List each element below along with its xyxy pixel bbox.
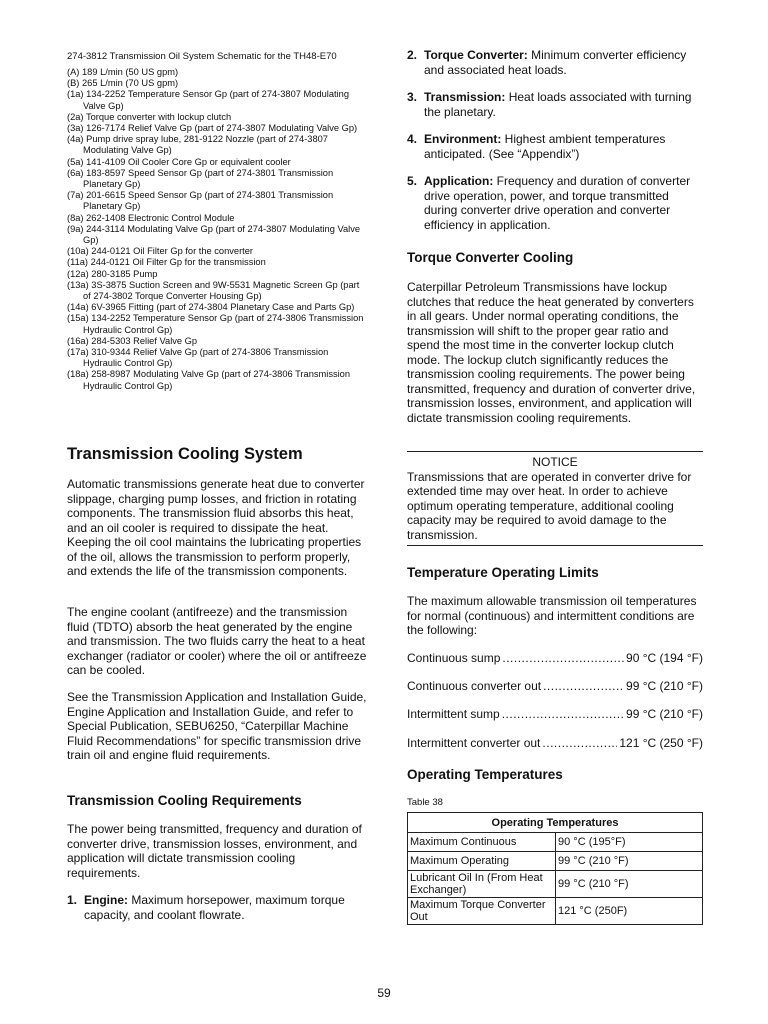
converter-cooling-title: Torque Converter Cooling — [407, 250, 574, 265]
notice-title: NOTICE — [532, 455, 578, 469]
requirement-item — [407, 132, 703, 161]
requirement-number: 1. — [67, 893, 78, 907]
operating-temperatures-table — [407, 812, 703, 925]
requirement-text: Frequency and duration of converter drive operation, power, and torque transmitted during converter drive operation and converter efficiency in application. — [424, 174, 691, 232]
requirement-number: 4. — [407, 132, 418, 146]
limit-row — [407, 679, 703, 694]
requirement-term: Engine: — [84, 893, 128, 907]
legend-item: (12a) 280-3185 Pump — [67, 268, 158, 279]
legend-item: (9a) 244-3114 Modulating Valve Gp (part of 274-3807 Modulating Valve Gp) — [67, 223, 361, 246]
cooling-requirements-intro: The power being transmitted, frequency and duration of converter drive, transmission losses, environment, and application will dictate transmission cooling requirements. — [67, 822, 362, 880]
table-cell-value: 99 °C (210 °F) — [556, 852, 703, 871]
table-caption: Table 38 — [407, 797, 443, 808]
legend-item: (13a) 3S-3875 Suction Screen and 9W-5531 Magnetic Screen Gp (part of 274-3802 Torque Converter Housing Gp) — [67, 279, 360, 302]
legend-item: (7a) 201-6615 Speed Sensor Gp (part of 274-3801 Transmission Planetary Gp) — [67, 190, 334, 212]
requirement-term: Environment: — [424, 132, 502, 146]
dot-leader — [502, 707, 624, 722]
legend-item: (10a) 244-0121 Oil Filter Gp for the converter — [67, 246, 254, 257]
requirement-number: 5. — [407, 174, 418, 188]
dot-leader — [543, 679, 624, 694]
requirement-number: 2. — [407, 48, 418, 62]
operating-limits-intro: The maximum allowable transmission oil temperatures for normal (continuous) and intermittent conditions are the following: — [407, 594, 697, 637]
table-cell-name: Lubricant Oil In (From Heat Exchanger) — [408, 871, 556, 898]
dot-leader — [542, 736, 617, 751]
table-cell-name: Maximum Torque Converter Out — [408, 898, 556, 925]
limit-row — [407, 736, 703, 751]
legend-item: (4a) Pump drive spray lube, 281-9122 Nozzle (part of 274-3807 Modulating Valve Gp) — [67, 134, 328, 156]
table-cell-value: 90 °C (195°F) — [556, 833, 703, 852]
table-header: Operating Temperatures — [408, 813, 703, 833]
schematic-legend — [67, 67, 367, 392]
table-row — [408, 871, 703, 898]
table-row — [408, 898, 703, 925]
legend-item: (15a) 134-2252 Temperature Sensor Gp (part of 274-3806 Transmission Hydraulic Control Gp) — [67, 313, 364, 335]
limit-row — [407, 707, 703, 722]
requirement-number: 3. — [407, 90, 418, 104]
requirement-text: Highest ambient temperatures anticipated. (See “Appendix”) — [424, 132, 666, 161]
requirement-item — [407, 90, 703, 119]
legend-item: (1a) 134-2252 Temperature Sensor Gp (part of 274-3807 Modulating Valve Gp) — [67, 89, 350, 111]
operating-temperatures-title: Operating Temperatures — [407, 767, 563, 782]
legend-item: (2a) Torque converter with lockup clutch — [67, 111, 232, 122]
operating-limits-title: Temperature Operating Limits — [407, 565, 599, 580]
requirement-text: Minimum converter efficiency and associated heat loads. — [424, 48, 687, 77]
dot-leader — [502, 651, 624, 666]
table-cell-name: Maximum Continuous — [408, 833, 556, 852]
limit-row — [407, 651, 703, 666]
legend-item: (18a) 258-8987 Modulating Valve Gp (part of 274-3806 Transmission Hydraulic Control Gp) — [67, 369, 351, 391]
cooling-system-paragraph-2: The engine coolant (antifreeze) and the transmission fluid (TDTO) absorb the heat generated by the engine and transmission. The two fluids carry the heat to a heat exchanger (radiator or cooler) where the oil or antifreeze can be cooled. — [67, 605, 367, 677]
limit-label: Continuous converter out — [407, 679, 542, 693]
cooling-requirements-title: Transmission Cooling Requirements — [67, 793, 302, 808]
limit-value: 99 °C (210 °F) — [626, 707, 703, 721]
requirement-term: Application: — [424, 174, 494, 188]
converter-cooling-paragraph: Caterpillar Petroleum Transmissions have lockup clutches that reduce the heat generated by converters in all gears. Under normal operating conditions, the transmission will shift to the proper gear ratio and spend the most time in the converter lockup clutch mode. The lockup clutch significantly reduces the transmission cooling requirements. The power being transmitted, frequency and duration of converter drive, transmission losses, environment, and application will dictate transmission cooling requirements. — [407, 280, 696, 425]
requirement-item — [67, 893, 367, 922]
requirement-term: Transmission: — [424, 90, 506, 104]
limit-value: 90 °C (194 °F) — [626, 651, 703, 665]
cooling-system-title: Transmission Cooling System — [67, 445, 303, 463]
limit-label: Intermittent sump — [407, 707, 500, 721]
requirements-list-right — [407, 48, 703, 232]
table-header-row — [408, 813, 703, 833]
table-cell-value: 121 °C (250F) — [556, 898, 703, 925]
legend-item: (5a) 141-4109 Oil Cooler Core Gp or equivalent cooler — [67, 156, 291, 167]
cooling-system-paragraph-3: See the Transmission Application and Installation Guide, Engine Application and Installation Guide, and refer to Special Publication, SEBU6250, “Caterpillar Machine Fluid Recommendations” for specific transmission drive train oil and engine fluid requirements. — [67, 690, 367, 762]
page-number: 59 — [377, 986, 391, 1000]
legend-item: (16a) 284-5303 Relief Valve Gp — [67, 335, 198, 346]
legend-item: (8a) 262-1408 Electronic Control Module — [67, 212, 235, 223]
requirement-term: Torque Converter: — [424, 48, 528, 62]
notice-text: Transmissions that are operated in converter drive for extended time may over heat. In order to achieve optimum operating temperature, additional cooling capacity may be required to avoid damage to the transmission. — [407, 469, 692, 542]
limit-label: Intermittent converter out — [407, 736, 541, 750]
legend-item: (3a) 126-7174 Relief Valve Gp (part of 274-3807 Modulating Valve Gp) — [67, 123, 358, 134]
cooling-system-paragraph-1: Automatic transmissions generate heat due to converter slippage, charging pump losses, and friction in rotating components. The transmission fluid absorbs this heat, and an oil cooler is required to dissipate the heat. Keeping the oil cool maintains the lubricating properties of the oil, allows the transmission to perform properly, and extends the life of the transmission components. — [67, 477, 365, 578]
table-row — [408, 852, 703, 871]
legend-item: (6a) 183-8597 Speed Sensor Gp (part of 274-3801 Transmission Planetary Gp) — [67, 167, 334, 190]
requirement-item — [407, 174, 703, 232]
requirement-text: Heat loads associated with turning the planetary. — [424, 90, 692, 119]
legend-item: (A) 189 L/min (50 US gpm) — [67, 67, 179, 77]
requirement-text: Maximum horsepower, maximum torque capacity, and coolant flowrate. — [84, 893, 345, 922]
table-row — [408, 833, 703, 852]
legend-item: (14a) 6V-3965 Fitting (part of 274-3804 Planetary Case and Parts Gp) — [67, 302, 355, 313]
limit-value: 99 °C (210 °F) — [626, 679, 703, 693]
table-cell-name: Maximum Operating — [408, 852, 556, 871]
schematic-legend-heading: 274-3812 Transmission Oil System Schematic for the TH48-E70 — [67, 51, 337, 62]
limit-value: 121 °C (250 °F) — [619, 736, 703, 750]
legend-item: (17a) 310-9344 Relief Valve Gp (part of 274-3806 Transmission Hydraulic Control Gp) — [67, 347, 329, 369]
limit-label: Continuous sump — [407, 651, 501, 665]
notice-box — [407, 451, 703, 546]
requirement-item — [407, 48, 703, 77]
requirements-list-left — [67, 893, 367, 922]
legend-item: (B) 265 L/min (70 US gpm) — [67, 78, 179, 89]
legend-item: (11a) 244-0121 Oil Filter Gp for the transmission — [67, 257, 266, 268]
table-cell-value: 99 °C (210 °F) — [556, 871, 703, 898]
